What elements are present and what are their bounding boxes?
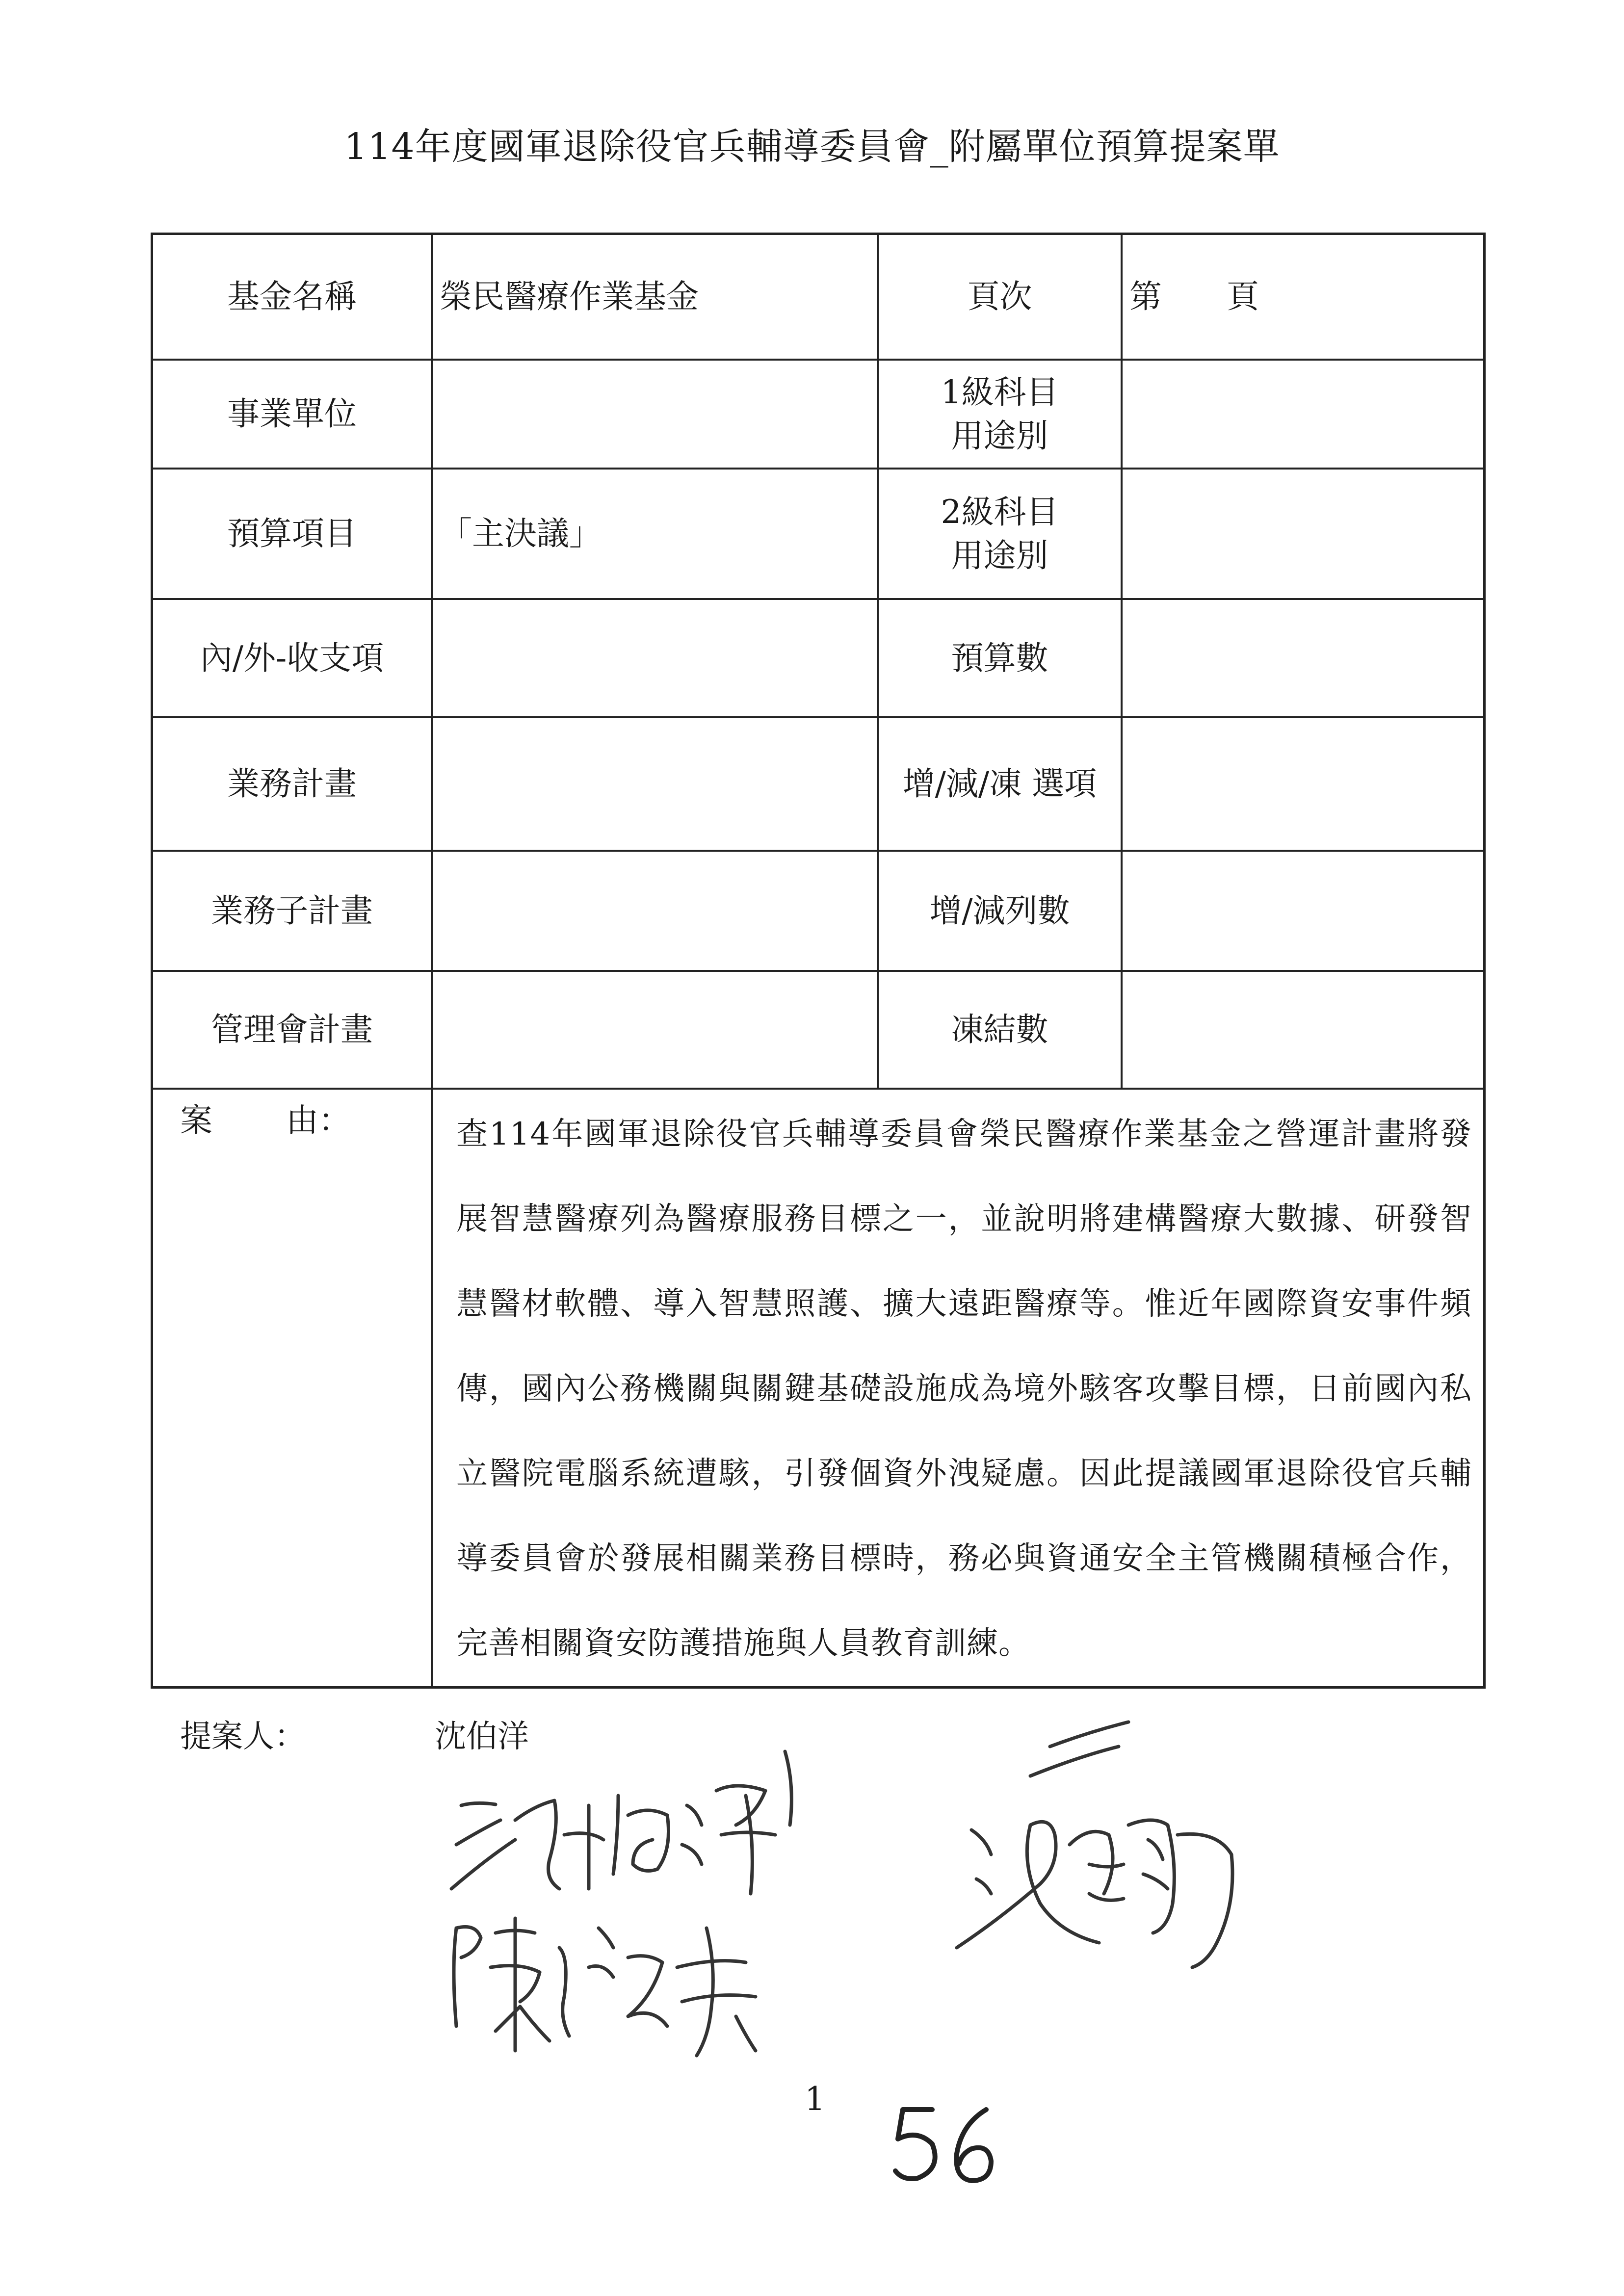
reason-label — [180, 1094, 351, 1141]
fund-name-value: 榮民醫療作業基金 — [440, 278, 699, 316]
adjust-amount-label: 增/減列數 — [929, 891, 1070, 930]
page-number: 1 — [805, 2080, 825, 2118]
business-plan-label: 業務計畫 — [227, 765, 357, 803]
adjust-option-value — [1123, 718, 1483, 850]
budget-item-label: 預算項目 — [227, 515, 357, 553]
level2-subject-label: 2級科目 用途別 — [941, 493, 1059, 574]
signature-3 — [942, 1717, 1246, 1992]
business-unit-value — [433, 361, 876, 468]
signature-1 — [442, 1747, 844, 1908]
sub-plan-value — [433, 852, 876, 970]
frozen-amount-value — [1123, 972, 1483, 1088]
business-unit-label: 事業單位 — [227, 395, 357, 433]
revenue-expense-value — [433, 600, 876, 716]
level1-subject-label: 1級科目 用途別 — [941, 373, 1059, 455]
budget-item-value: 「主決議」 — [440, 515, 602, 553]
signature-2 — [442, 1908, 814, 2070]
row-divider-7 — [153, 1088, 1486, 1090]
business-plan-value — [433, 718, 876, 850]
page-title: 114年度國軍退除役官兵輔導委員會_附屬單位預算提案單 — [344, 126, 1280, 168]
reason-label-b: 由： — [286, 1101, 351, 1139]
reason-label-a: 案 — [180, 1101, 212, 1139]
revenue-expense-label: 內/外-收支項 — [200, 639, 384, 677]
budget-amount-value — [1123, 600, 1483, 716]
management-plan-label: 管理會計畫 — [211, 1011, 373, 1049]
budget-amount-label: 預算數 — [951, 639, 1048, 677]
proposer-label: 提案人： — [180, 1719, 306, 1755]
level2-subject-value — [1123, 470, 1483, 598]
sub-plan-label: 業務子計畫 — [211, 891, 373, 930]
handwritten-number — [888, 2100, 1006, 2198]
frozen-amount-label: 凍結數 — [951, 1011, 1048, 1049]
fund-name-label: 基金名稱 — [227, 278, 357, 316]
management-plan-value — [433, 972, 876, 1088]
adjust-option-label: 增/減/凍 選項 — [902, 765, 1097, 803]
page-value: 第 頁 — [1129, 278, 1259, 316]
proposer-name: 沈伯洋 — [435, 1719, 529, 1755]
level1-subject-value — [1123, 361, 1483, 468]
adjust-amount-value — [1123, 852, 1483, 970]
page-label: 頁次 — [967, 278, 1032, 316]
reason-text: 查114年國軍退除役官兵輔導委員會榮民醫療作業基金之營運計畫將發展智慧醫療列為醫療服務目標之一，並說明將建構醫療大數據、研發智慧醫材軟體、導入智慧照護、擴大遠距醫療等。惟近年國際資安事件頻傳，國內公務機關與關鍵基礎設施成為境外駭客攻擊目標，日前國內私立醫院電腦系統遭駭，引發個資外洩疑慮。因此提議國軍退除役官兵輔導委員會於發展相關業務目標時，務必與資通安全主管機關積極合作，完善相關資安防護措施與人員教育訓練。 — [456, 1116, 1472, 1662]
